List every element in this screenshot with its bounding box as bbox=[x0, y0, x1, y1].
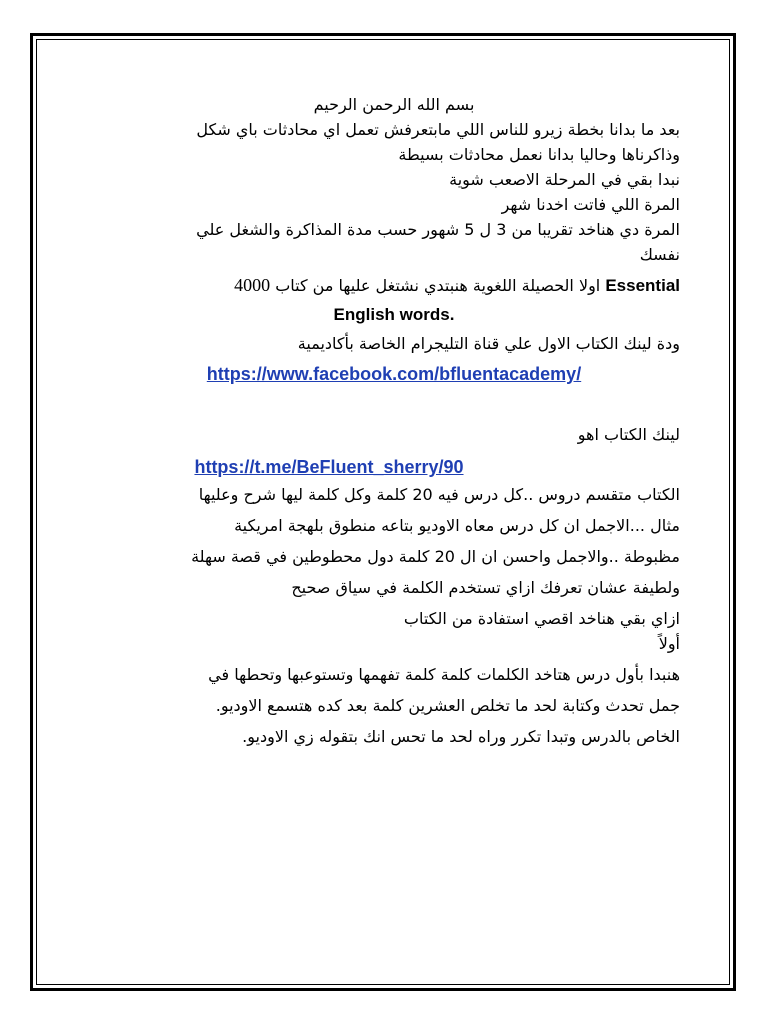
facebook-link[interactable]: https://www.facebook.com/bfluentacademy/ bbox=[206, 364, 582, 384]
paragraph-line: جمل تحدث وكتابة لحد ما تخلص العشرين كلمة بعد كده هتسمع الاوديو. bbox=[215, 696, 680, 715]
paragraph-line: مثال ...الاجمل ان كل درس معاه الاوديو بتاعه منطوق بلهجة امريكية bbox=[234, 516, 680, 535]
telegram-link[interactable]: https://t.me/BeFluent_sherry/90 bbox=[194, 457, 464, 477]
paragraph-line: المرة اللي فاتت اخدنا شهر bbox=[501, 195, 680, 214]
paragraph-line: نبدا بقي في المرحلة الاصعب شوية bbox=[449, 170, 680, 189]
paragraph-line: نفسك bbox=[639, 245, 680, 264]
facebook-link-line bbox=[108, 362, 680, 387]
paragraph-line: بعد ما بدانا بخطة زيرو للناس اللي مابتعرفش تعمل اي محادثات باي شكل bbox=[196, 120, 680, 139]
book-title-number: 4000 bbox=[234, 275, 271, 295]
paragraph-line: هنبدا بأول درس هتاخد الكلمات كلمة كلمة تفهمها وتستوعبها وتحطها في bbox=[208, 665, 680, 684]
paragraph-line: مظبوطة ..والاجمل واحسن ان ال 20 كلمة دول محطوطين في قصة سهلة bbox=[191, 547, 680, 566]
paragraph-line: وذاكرناها وحاليا بدانا نعمل محادثات بسيطة bbox=[398, 145, 680, 164]
paragraph-line: ازاي بقي هناخد اقصي استفادة من الكتاب bbox=[403, 609, 680, 628]
paragraph-line: ولطيفة عشان تعرفك ازاي تستخدم الكلمة في سياق صحيح bbox=[291, 578, 680, 597]
book-title-english bbox=[108, 302, 680, 327]
document-body bbox=[108, 92, 680, 749]
basmala: بسم الله الرحمن الرحيم bbox=[313, 95, 475, 114]
book-title-line bbox=[108, 273, 680, 298]
paragraph-line: الخاص بالدرس وتبدا تكرر وراه لحد ما تحس انك بتقوله زي الاوديو. bbox=[242, 727, 680, 746]
paragraph-line: المرة دي هناخد تقريبا من 3 ل 5 شهور حسب مدة المذاكرة والشغل علي bbox=[196, 220, 680, 239]
paragraph-text: اولا الحصيلة اللغوية هنبتدي نشتغل عليها من كتاب bbox=[275, 276, 601, 295]
telegram-link-line bbox=[108, 455, 680, 480]
book-title-essential: Essential bbox=[605, 276, 680, 295]
paragraph-line: لينك الكتاب اهو bbox=[577, 425, 680, 444]
spacer bbox=[108, 387, 680, 412]
paragraph-line: الكتاب متقسم دروس ..كل درس فيه 20 كلمة وكل كلمة ليها شرح وعليها bbox=[198, 485, 680, 504]
book-title-english-text: English words. bbox=[333, 305, 455, 324]
paragraph-line: أولاً bbox=[658, 634, 680, 653]
paragraph-line: ودة لينك الكتاب الاول علي قناة التليجرام الخاصة بأكاديمية bbox=[297, 334, 680, 353]
